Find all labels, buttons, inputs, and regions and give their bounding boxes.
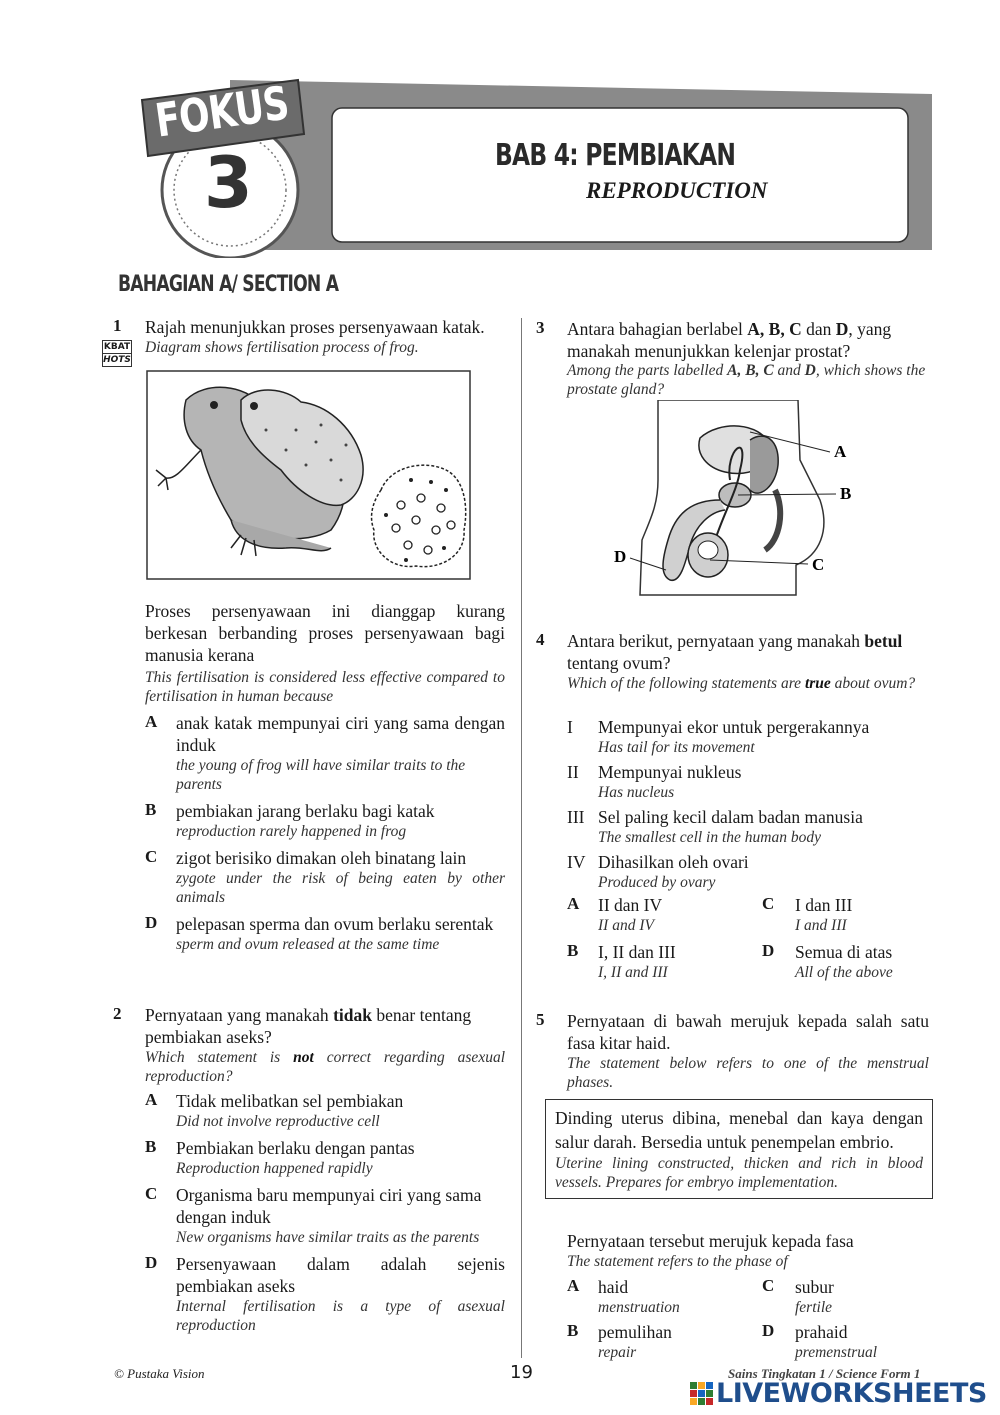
liveworksheets-watermark (690, 1378, 987, 1409)
option-text: II dan IV (598, 895, 663, 915)
option-text-en: I and III (795, 917, 847, 934)
option-c[interactable]: C Organisma baru mempunyai ciri yang sama dengan induk New organisms have similar traits as the parents (145, 1184, 505, 1247)
option-a[interactable]: A Tidak melibatkan sel pembiakan Did not involve reproductive cell (145, 1090, 505, 1131)
question-number: 5 (536, 1010, 545, 1029)
question-number: 3 (536, 318, 545, 337)
question-stem-en: This fertilisation is considered less effective compared to fertilisation in human because (145, 669, 505, 705)
statement-text: Dihasilkan oleh ovari (598, 852, 749, 872)
question-number: 2 (113, 1004, 122, 1023)
question-text: Antara berikut, pernyataan yang manakah betul tentang ovum? (567, 631, 903, 673)
option-text-en: premenstrual (795, 1344, 878, 1361)
option-text: Organisma baru mempunyai ciri yang sama dengan induk (176, 1185, 482, 1227)
question-text-en: The statement below refers to one of the menstrual phases. (567, 1055, 929, 1091)
fokus-label: FOKUS (152, 75, 292, 148)
label-c: C (812, 555, 825, 574)
fokus-number: 3 (204, 142, 253, 224)
q2-options (145, 1090, 505, 1335)
option-d[interactable]: D Semua di atas All of the above (762, 941, 893, 981)
option-b[interactable]: B Pembiakan berlaku dengan pantas Reproduction happened rapidly (145, 1137, 505, 1178)
question-stem: Pernyataan tersebut merujuk kepada fasa (567, 1231, 854, 1251)
option-text: haid (598, 1277, 629, 1297)
option-d[interactable]: D Persenyawaan dalam adalah sejenis pembiakan aseks Internal fertilisation is a type of asexual reproduction (145, 1253, 505, 1334)
statement-item: II Mempunyai nukleus Has nucleus (567, 762, 742, 801)
statement-item: I Mempunyai ekor untuk pergerakannya Has tail for its movement (567, 717, 870, 756)
question-stem: Proses persenyawaan ini dianggap kurang berkesan berbanding proses persenyawaan bagi manusia kerana (145, 601, 505, 665)
question-text: Pernyataan yang manakah tidak benar tentang pembiakan aseks? (145, 1005, 472, 1047)
column-divider (521, 318, 522, 1358)
option-text: prahaid (795, 1322, 848, 1342)
statement-text-en: Has nucleus (598, 784, 675, 801)
option-b[interactable]: B pembiakan jarang berlaku bagi katak reproduction rarely happened in frog (145, 800, 505, 841)
statement-text-en: Has tail for its movement (598, 739, 755, 756)
liveworksheets-logo-icon (690, 1382, 714, 1406)
option-text-en: Internal fertilisation is a type of asexual reproduction (176, 1298, 505, 1334)
q5-options (567, 1276, 929, 1362)
option-text: pelepasan sperma dan ovum berlaku serentak (176, 914, 494, 934)
option-text-en: zygote under the risk of being eaten by other animals (176, 870, 505, 906)
question-text-en: Among the parts labelled A, B, C and D, which shows the prostate gland? (567, 362, 926, 398)
option-text: anak katak mempunyai ciri yang sama dengan induk (176, 713, 505, 755)
statement-item: IV Dihasilkan oleh ovari Produced by ovary (567, 852, 749, 891)
book-title: Sains Tingkatan 1 / Science Form 1 (728, 1366, 921, 1381)
label-a: A (834, 442, 847, 461)
option-text: pembiakan jarang berlaku bagi katak (176, 801, 435, 821)
question-number: 4 (536, 630, 545, 649)
option-c[interactable]: C subur fertile (762, 1276, 834, 1316)
male-reproductive-diagram (600, 400, 880, 600)
statement-text-en: Produced by ovary (598, 874, 716, 891)
option-text-en: I, II and III (598, 964, 668, 981)
option-text: Tidak melibatkan sel pembiakan (176, 1091, 404, 1111)
option-text-en: II and IV (598, 917, 654, 934)
publisher-credit: © Pustaka Vision (114, 1366, 205, 1381)
box-text-en: Uterine lining constructed, thicken and rich in blood vessels. Prepares for embryo implementation. (555, 1155, 923, 1191)
label-b: B (840, 484, 852, 503)
q1-options (145, 712, 505, 954)
option-a[interactable]: A haid menstruation (567, 1276, 680, 1316)
question-stem-en: The statement refers to the phase of (567, 1253, 788, 1270)
option-b[interactable]: B pemulihan repair (567, 1321, 672, 1361)
option-text: zigot berisiko dimakan oleh binatang lain (176, 848, 467, 868)
option-text: pemulihan (598, 1322, 672, 1342)
statement-text-en: The smallest cell in the human body (598, 829, 821, 846)
option-a[interactable]: A anak katak mempunyai ciri yang sama dengan induk the young of frog will have similar traits to the parents (145, 712, 505, 793)
question-number: 1 (113, 316, 122, 335)
page-number: 19 (510, 1362, 533, 1383)
statement-text: Mempunyai nukleus (598, 762, 742, 782)
question-text: Antara bahagian berlabel A, B, C dan D, yang manakah menunjukkan kelenjar prostat? (567, 319, 892, 361)
question-text-en: Which statement is not correct regarding asexual reproduction? (145, 1049, 505, 1085)
option-d[interactable]: D prahaid premenstrual (762, 1321, 878, 1361)
option-b[interactable]: B I, II dan III I, II and III (567, 941, 676, 981)
option-d[interactable]: D pelepasan sperma dan ovum berlaku serentak sperm and ovum released at the same time (145, 913, 505, 954)
statement-text: Sel paling kecil dalam badan manusia (598, 807, 863, 827)
kbat-hots-badge: KBAT HOTS (103, 342, 131, 365)
statement-item: III Sel paling kecil dalam badan manusia The smallest cell in the human body (567, 807, 863, 846)
option-text-en: Reproduction happened rapidly (176, 1160, 373, 1177)
option-text-en: reproduction rarely happened in frog (176, 823, 407, 840)
option-text-en: All of the above (795, 964, 893, 981)
option-text-en: fertile (795, 1299, 833, 1316)
option-c[interactable]: C zigot berisiko dimakan oleh binatang lain zygote under the risk of being eaten by other animals (145, 847, 505, 906)
option-text-en: sperm and ovum released at the same time (176, 936, 440, 953)
chapter-title: BAB 4: PEMBIAKAN (495, 138, 736, 173)
option-text-en: menstruation (598, 1299, 680, 1316)
option-text: I, II dan III (598, 942, 676, 962)
watermark-text: LIVEWORKSHEETS (716, 1378, 987, 1409)
option-text: Semua di atas (795, 942, 893, 962)
section-title: BAHAGIAN A/ SECTION A (118, 272, 339, 297)
option-a[interactable]: A II dan IV II and IV (567, 894, 663, 934)
option-text-en: Did not involve reproductive cell (176, 1113, 380, 1130)
label-d: D (614, 547, 627, 566)
option-c[interactable]: C I dan III I and III (762, 894, 853, 934)
question-text-en: Which of the following statements are true about ovum? (567, 675, 916, 692)
statement-text: Mempunyai ekor untuk pergerakannya (598, 717, 870, 737)
question-text-en: Diagram shows fertilisation process of frog. (145, 339, 419, 356)
option-text: Pembiakan berlaku dengan pantas (176, 1138, 415, 1158)
q4-options (567, 894, 929, 982)
option-text-en: repair (598, 1344, 637, 1361)
chapter-subtitle: REPRODUCTION (586, 178, 768, 203)
question-text: Rajah menunjukkan proses persenyawaan katak. (145, 317, 485, 337)
box-text: Dinding uterus dibina, menebal dan kaya dengan salur darah. Bersedia untuk penempelan embrio. (555, 1108, 923, 1152)
option-text: subur (795, 1277, 834, 1297)
option-text: I dan III (795, 895, 853, 915)
frog-fertilisation-diagram (146, 370, 472, 581)
option-text-en: the young of frog will have similar traits to the parents (176, 757, 466, 793)
statement-box (545, 1099, 933, 1199)
q4-statements (567, 716, 929, 892)
option-text-en: New organisms have similar traits as the parents (176, 1229, 480, 1246)
option-text: Persenyawaan dalam adalah sejenis pembiakan aseks (176, 1254, 505, 1296)
question-text: Pernyataan di bawah merujuk kepada salah satu fasa kitar haid. (567, 1011, 929, 1053)
